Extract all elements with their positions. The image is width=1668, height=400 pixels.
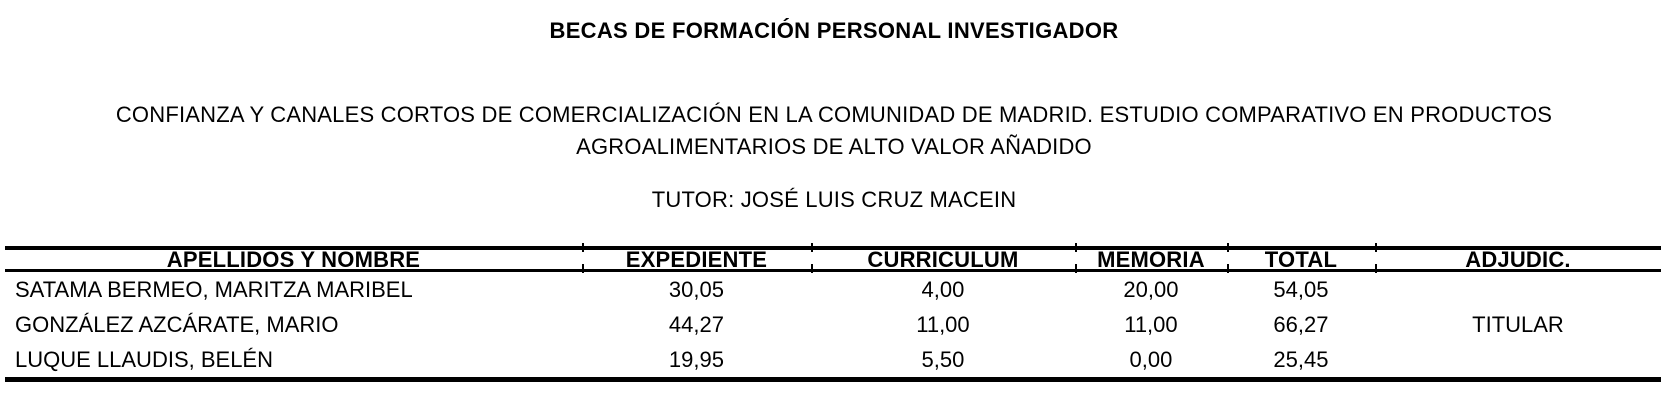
column-divider-tick (582, 243, 584, 252)
cell-curriculum: 4,00 (921, 277, 965, 302)
column-header-apellidos-y-nombre: APELLIDOS Y NOMBRE (5, 248, 582, 271)
cell-total: 25,45 (1273, 347, 1329, 372)
column-header-curriculum: CURRICULUM (811, 248, 1075, 271)
results-table-wrapper (5, 246, 1661, 382)
column-header-adjudic: ADJUDIC. (1375, 248, 1661, 271)
cell-apellidos-y-nombre: SATAMA BERMEO, MARITZA MARIBEL (15, 277, 413, 302)
cell-memoria: 20,00 (1123, 277, 1179, 302)
column-divider-tick (1075, 243, 1077, 252)
cell-adjudic (1375, 342, 1661, 380)
column-divider-tick (811, 264, 813, 273)
table-row (5, 342, 1661, 380)
table-header-row (5, 248, 1661, 271)
cell-curriculum: 11,00 (916, 312, 970, 337)
column-divider-tick (811, 243, 813, 252)
page-title: BECAS DE FORMACIÓN PERSONAL INVESTIGADOR (549, 18, 1119, 43)
cell-expediente: 30,05 (668, 277, 724, 302)
column-divider-tick (1227, 264, 1229, 273)
cell-adjudic: TITULAR (1472, 312, 1564, 337)
table-row (5, 271, 1661, 308)
column-divider-tick (582, 264, 584, 273)
cell-curriculum: 5,50 (921, 347, 965, 372)
column-divider-tick (1375, 243, 1377, 252)
column-header-memoria: MEMORIA (1075, 248, 1227, 271)
project-title-line-1: CONFIANZA Y CANALES CORTOS DE COMERCIALIZACIÓN EN LA COMUNIDAD DE MADRID. ESTUDIO COMPARATIVO EN PRODUCTOS (115, 102, 1553, 127)
project-title-line-2: AGROALIMENTARIOS DE ALTO VALOR AÑADIDO (576, 134, 1092, 159)
cell-memoria: 11,00 (1124, 312, 1178, 337)
cell-total: 66,27 (1273, 312, 1329, 337)
tutor-line: TUTOR: JOSÉ LUIS CRUZ MACEIN (651, 187, 1017, 212)
cell-apellidos-y-nombre: LUQUE LLAUDIS, BELÉN (15, 347, 273, 372)
cell-expediente: 19,95 (668, 347, 724, 372)
cell-memoria: 0,00 (1129, 347, 1173, 372)
cell-expediente: 44,27 (668, 312, 724, 337)
column-header-total: TOTAL (1227, 248, 1375, 271)
cell-apellidos-y-nombre: GONZÁLEZ AZCÁRATE, MARIO (15, 312, 339, 337)
column-divider-tick (1075, 264, 1077, 273)
column-header-expediente: EXPEDIENTE (582, 248, 811, 271)
column-divider-tick (1227, 243, 1229, 252)
cell-total: 54,05 (1273, 277, 1329, 302)
results-table (5, 246, 1661, 382)
table-row (5, 307, 1661, 342)
column-divider-tick (1375, 264, 1377, 273)
project-title (0, 99, 1668, 163)
cell-adjudic (1375, 271, 1661, 308)
